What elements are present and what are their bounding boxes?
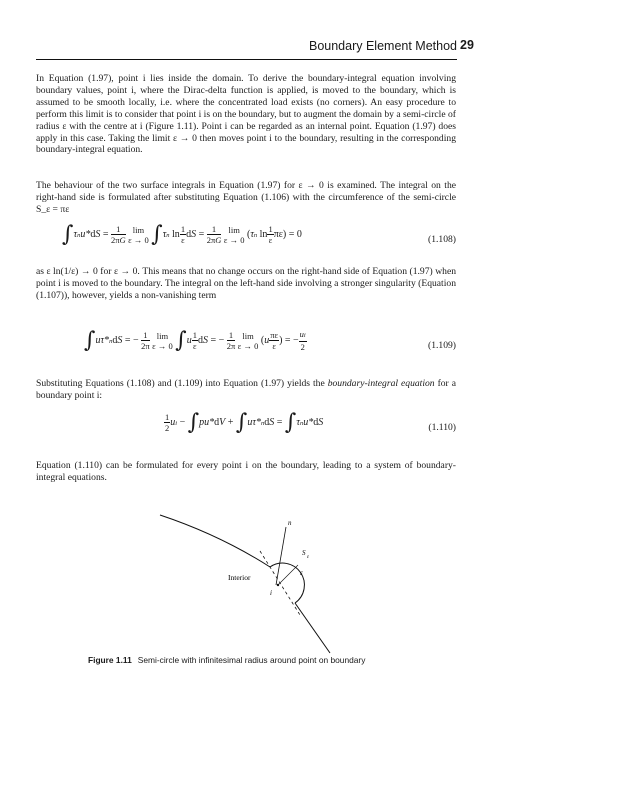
equation-1-110: [36, 410, 456, 446]
paragraph-3: as ε ln(1/ε) → 0 for ε → 0. This means that no change occurs on the right-hand side of Equation (1.97) when point i is moved to the boundary. The integral on the left-hand side involving a stronger singularity (Equation (1.107)), however, yields a non-vanishing term: [36, 266, 456, 301]
radius-line: [278, 565, 298, 585]
caption-text: Semi-circle with infinitesimal radius around point on boundary: [137, 655, 366, 665]
paragraph-4-end: for a boundary point i:: [36, 378, 456, 401]
label-epsilon: ε: [300, 569, 303, 577]
boundary-curve-lower: [295, 603, 330, 653]
paragraph-4: [36, 378, 456, 402]
header-title: Boundary Element Method: [308, 39, 457, 53]
label-s: S: [302, 549, 306, 557]
equation-1-110-body: $\frac{1}{2}$ ui − ∫pu*dV + ∫uτ*ndS = ∫τnu*dS: [165, 410, 324, 435]
equation-1-109: [36, 328, 456, 364]
running-header: [36, 37, 457, 60]
page-number: 29: [460, 38, 474, 52]
figure-1-11: [150, 505, 360, 655]
normal-vector-line: [276, 527, 286, 585]
paragraph-1: In Equation (1.97), point i lies inside the domain. To derive the boundary-integral equation involving boundary values, point i, where the Dirac-delta function is applied, is moved to the boundary, which is assumed to be smooth locally, i.e. where the concentrated load exists (no corners). An easy procedure to perform this limit is to consider that point i is on the boundary, but to augment the domain by a semi-circle of radius ε with the centre at i (Figure 1.11). Point i can be regarded as an internal point. Equation (1.97) does apply in this case. Taking the limit ε → 0 then moves point i to the boundary, resulting in the corresponding boundary-integral equation.: [36, 73, 456, 156]
label-n: n: [288, 519, 292, 527]
equation-number: (1.109): [428, 340, 456, 351]
figure-diagram: [150, 505, 360, 655]
boundary-curve-upper: [160, 515, 270, 567]
equation-1-108: [36, 222, 456, 258]
label-i: i: [270, 589, 272, 597]
equation-1-109-body: ∫uτ*ndS = − $\frac{1}{2\pi}$ lim ε → 0 ∫u $\frac{1}{\varepsilon}$ dS = − $\frac{1}{2\pi}$ lim ε → 0 (u $\frac{\pi\varepsilon}{\varepsilon}$ ) = − $\frac{ui}{2}$: [84, 328, 306, 353]
figure-caption: [88, 655, 365, 665]
equation-number: (1.108): [428, 234, 456, 245]
point-i-marker: [277, 584, 279, 586]
paragraph-4-emphasis: boundary-integral equation: [327, 378, 435, 389]
equation-1-108-body: ∫τnu*dS = $\frac{1}{2\pi G}$ lim ε → 0 ∫τn ln $\frac{1}{\varepsilon}$ dS = $\frac{1}{2\pi G}$ lim ε → 0 (τn ln $\frac{1}{\varepsilon}$ πε) = 0: [62, 222, 302, 247]
paragraph-4-start: Substituting Equations (1.108) and (1.109) into Equation (1.97) yields the: [36, 378, 328, 389]
caption-label: Figure 1.11: [88, 655, 132, 665]
equation-number: (1.110): [428, 422, 456, 433]
paragraph-2: The behaviour of the two surface integrals in Equation (1.97) for ε → 0 is examined. The integral on the right-hand side is formulated after substituting Equation (1.106) with the circumference of the semi-circle S_ε = πε: [36, 180, 456, 215]
paragraph-5: Equation (1.110) can be formulated for every point i on the boundary, leading to a system of boundary-integral equations.: [36, 460, 456, 483]
label-interior: Interior: [228, 573, 251, 582]
label-s-sub: ε: [307, 555, 309, 560]
